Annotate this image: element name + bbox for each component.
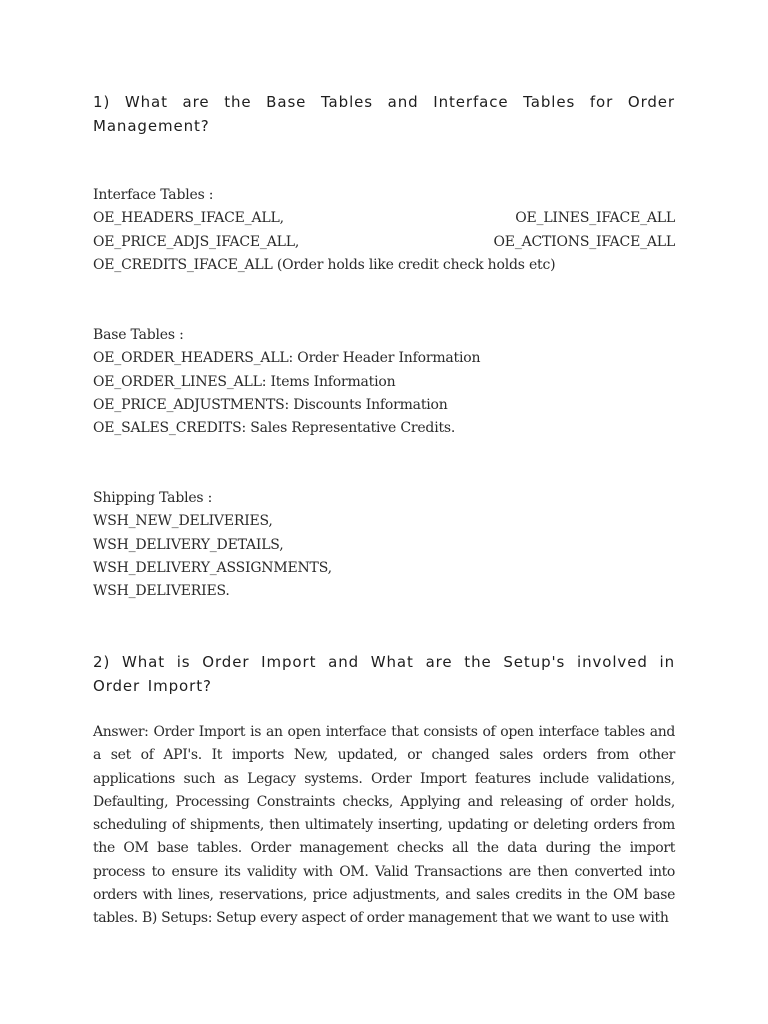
shipping-table-item: WSH_DELIVERY_ASSIGNMENTS, xyxy=(93,559,332,576)
interface-tables-title: Interface Tables : xyxy=(93,187,214,203)
shipping-tables-section xyxy=(93,487,675,603)
base-table-item: OE_ORDER_HEADERS_ALL: Order Header Information xyxy=(93,350,481,367)
base-table-item: OE_SALES_CREDITS: Sales Representative Credits. xyxy=(93,420,456,437)
interface-table-price-adjs: OE_PRICE_ADJS_IFACE_ALL, xyxy=(93,233,300,250)
shipping-table-item: WSH_DELIVERY_DETAILS, xyxy=(93,536,284,553)
base-table-item: OE_ORDER_LINES_ALL: Items Information xyxy=(93,373,396,390)
interface-table-actions: OE_ACTIONS_IFACE_ALL xyxy=(493,233,675,250)
interface-table-headers: OE_HEADERS_IFACE_ALL, xyxy=(93,210,284,227)
base-table-item: OE_PRICE_ADJUSTMENTS: Discounts Information xyxy=(93,396,448,413)
interface-tables-row-1 xyxy=(93,207,675,230)
shipping-tables-title: Shipping Tables : xyxy=(93,490,213,506)
interface-table-lines: OE_LINES_IFACE_ALL xyxy=(515,210,675,227)
question-2-answer: Answer: Order Import is an open interface that consists of open interface tables and a set of API's. It imports New, updated, or changed sales orders from other applications such as Legacy systems. Order Import features include validations, Defaulting, Processing Constraints checks, Applying and releasing of order holds, scheduling of shipments, then ultimately inserting, updating or deleting orders from the OM base tables. Order management checks all the data during the import process to ensure its validity with OM. Valid Transactions are then converted into orders with lines, reservations, price adjustments, and sales credits in the OM base tables. B) Setups: Setup every aspect of order management that we want to use with xyxy=(93,724,675,927)
interface-table-credits: OE_CREDITS_IFACE_ALL (Order holds like credit check holds etc) xyxy=(93,256,556,273)
shipping-table-item: WSH_DELIVERIES. xyxy=(93,583,230,600)
interface-tables-section xyxy=(93,184,675,277)
question-1-heading: 1) What are the Base Tables and Interface Tables for Order Management? xyxy=(93,93,675,135)
base-tables-section xyxy=(93,324,675,440)
shipping-table-item: WSH_NEW_DELIVERIES, xyxy=(93,513,273,530)
question-2-heading: 2) What is Order Import and What are the Setup's involved in Order Import? xyxy=(93,653,675,695)
base-tables-title: Base Tables : xyxy=(93,327,184,343)
interface-tables-row-2 xyxy=(93,231,675,254)
